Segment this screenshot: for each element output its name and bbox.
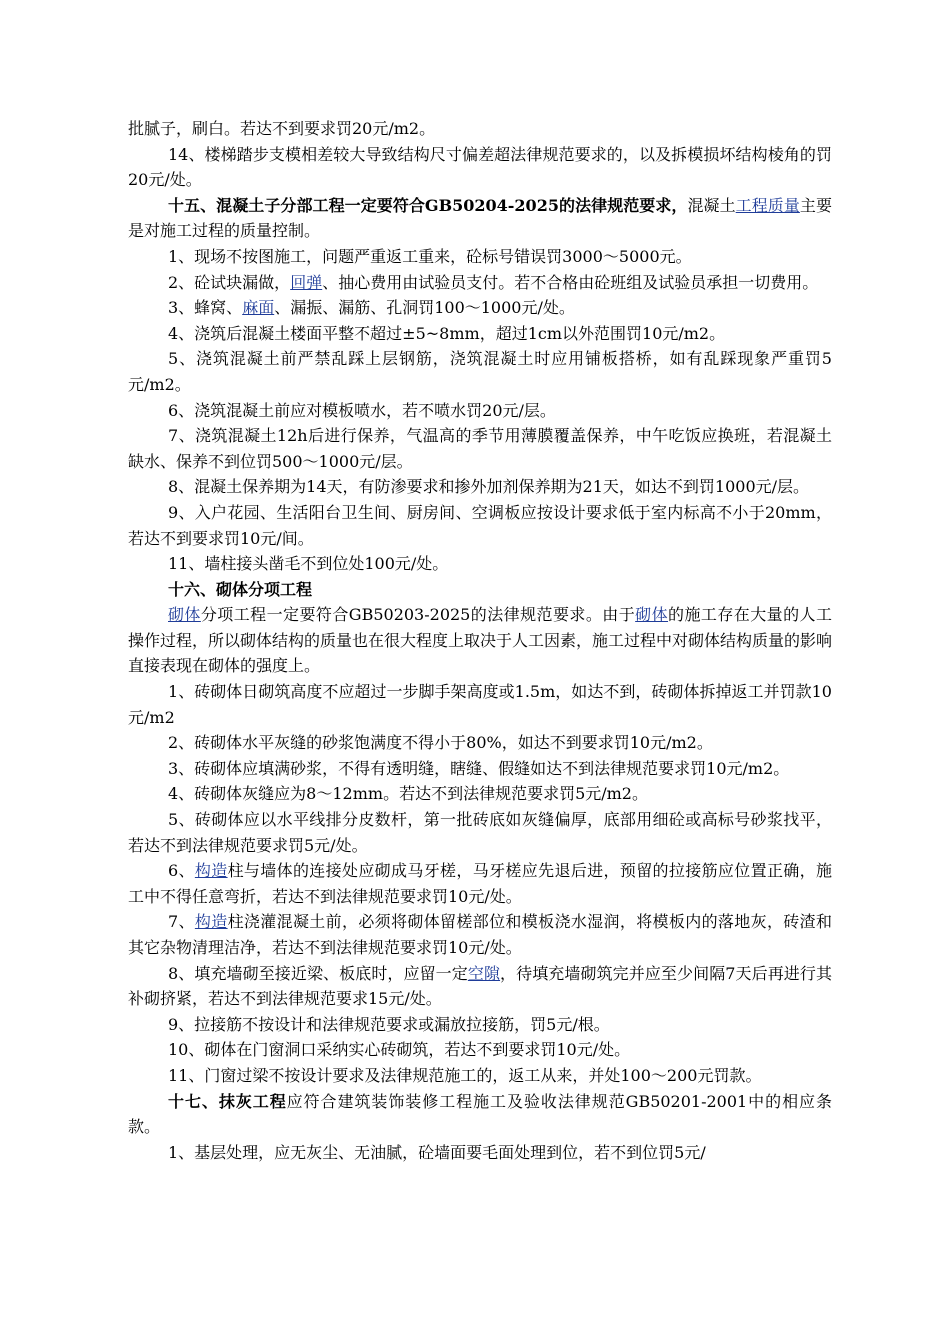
link-rebound[interactable]: 回弹 <box>290 272 323 292</box>
masonry-item-11: 11、门窗过梁不按设计要求及法律规范施工的，返工从来，并处100～200元罚款。 <box>168 1065 762 1085</box>
item-14: 14、楼梯踏步支模相差较大导致结构尺寸偏差超法律规范要求的，以及拆模损坏结构棱角的罚20元/处。 <box>128 144 832 190</box>
concrete-item-7: 7、浇筑混凝土12h后进行保养，气温高的季节用薄膜覆盖保养，中午吃饭应换班，若混凝土缺水、保养不到位罚500～1000元/层。 <box>128 426 832 471</box>
paragraph-continuation: 批腻子，刷白。若达不到要求罚20元/m2。 <box>128 119 436 138</box>
concrete-item-5: 5、浇筑混凝土前严禁乱踩上层钢筋，浇筑混凝土时应用铺板搭桥，如有乱踩现象严重罚5元/m2。 <box>128 349 832 394</box>
masonry-item-1: 1、砖砌体日砌筑高度不应超过一步脚手架高度或1.5m，如达不到，砖砌体拆掉返工并罚款10元/m2 <box>128 682 832 727</box>
concrete-item-1: 1、现场不按图施工，问题严重返工重来，砼标号错误罚3000～5000元。 <box>168 246 692 266</box>
section-16-heading: 十六、砌体分项工程 <box>168 579 313 599</box>
concrete-item-2: 2、砼试块漏做，回弹、抽心费用由试验员支付。若不合格由砼班组及试验员承担一切费用。 <box>168 272 819 292</box>
plaster-item-1: 1、基层处理，应无灰尘、无油腻，砼墙面要毛面处理到位，若不到位罚5元/ <box>168 1142 706 1162</box>
document-page <box>128 116 832 1165</box>
concrete-item-11: 11、墙柱接头凿毛不到位处100元/处。 <box>168 554 449 574</box>
section-15-heading: 十五、混凝土子分部工程一定要符合GB50204-2025的法律规范要求， <box>168 195 688 215</box>
concrete-item-6: 6、浇筑混凝土前应对模板喷水，若不喷水罚20元/层。 <box>168 400 556 420</box>
section-16-intro: 砌体分项工程一定要符合GB50203-2025的法律规范要求。由于砌体的施工存在大量的人工操作过程，所以砌体结构的质量也在很大程度上取决于人工因素，施工过程中对砌体结构质量的影响直接表现在砌体的强度上。 <box>128 605 833 676</box>
link-engineering-quality[interactable]: 工程质量 <box>735 195 800 215</box>
masonry-item-3: 3、砖砌体应填满砂浆，不得有透明缝，瞎缝、假缝如达不到法律规范要求罚10元/m2。 <box>168 758 790 778</box>
section-15: 十五、混凝土子分部工程一定要符合GB50204-2025的法律规范要求，混凝土工程质量主要是对施工过程的质量控制。 <box>128 195 832 241</box>
masonry-item-6: 6、构造柱与墙体的连接处应砌成马牙槎，马牙槎应先退后进，预留的拉接筋应位置正确，施工中不得任意弯折，若达不到法律规范要求罚10元/处。 <box>128 861 832 906</box>
link-structure-7[interactable]: 构造 <box>194 912 228 932</box>
section-17: 十七、抹灰工程应符合建筑装饰装修工程施工及验收法律规范GB50201-2001中的相应条款。 <box>128 1091 832 1137</box>
masonry-item-8: 8、填充墙砌至接近梁、板底时，应留一定空隙，待填充墙砌筑完并应至少间隔7天后再进行其补砌挤紧，若达不到法律规范要求15元/处。 <box>128 963 832 1009</box>
link-gap[interactable]: 空隙 <box>467 963 501 983</box>
concrete-item-8: 8、混凝土保养期为14天，有防渗要求和掺外加剂保养期为21天，如达不到罚1000元/层。 <box>168 477 810 497</box>
section-17-heading: 十七、抹灰工程 <box>168 1091 287 1111</box>
concrete-item-3: 3、蜂窝、麻面、漏振、漏筋、孔洞罚100～1000元/处。 <box>168 298 575 318</box>
concrete-item-9: 9、入户花园、生活阳台卫生间、厨房间、空调板应按设计要求低于室内标高不小于20mm，若达不到要求罚10元/间。 <box>128 502 832 548</box>
link-masonry-2[interactable]: 砌体 <box>635 605 669 625</box>
link-structure-6[interactable]: 构造 <box>194 861 228 881</box>
masonry-item-10: 10、砌体在门窗洞口采纳实心砖砌筑，若达不到要求罚10元/处。 <box>168 1040 631 1060</box>
masonry-item-7: 7、构造柱浇灌混凝土前，必须将砌体留槎部位和模板浇水湿润，将模板内的落地灰，砖渣和其它杂物清理洁净，若达不到法律规范要求罚10元/处。 <box>128 912 832 957</box>
masonry-item-9: 9、拉接筋不按设计和法律规范要求或漏放拉接筋，罚5元/根。 <box>168 1014 610 1034</box>
masonry-item-2: 2、砖砌体水平灰缝的砂浆饱满度不得小于80%，如达不到要求罚10元/m2。 <box>168 733 713 753</box>
link-pitted-surface[interactable]: 麻面 <box>242 298 275 318</box>
concrete-item-4: 4、浇筑后混凝土楼面平整不超过±5~8mm，超过1cm以外范围罚10元/m2。 <box>168 323 726 343</box>
masonry-item-4: 4、砖砌体灰缝应为8～12mm。若达不到法律规范要求罚5元/m2。 <box>168 784 648 804</box>
masonry-item-5: 5、砖砌体应以水平线排分皮数杆，第一批砖底如灰缝偏厚，底部用细砼或高标号砂浆找平，若达不到法律规范要求罚5元/处。 <box>128 810 832 855</box>
link-masonry-1[interactable]: 砌体 <box>168 605 201 625</box>
